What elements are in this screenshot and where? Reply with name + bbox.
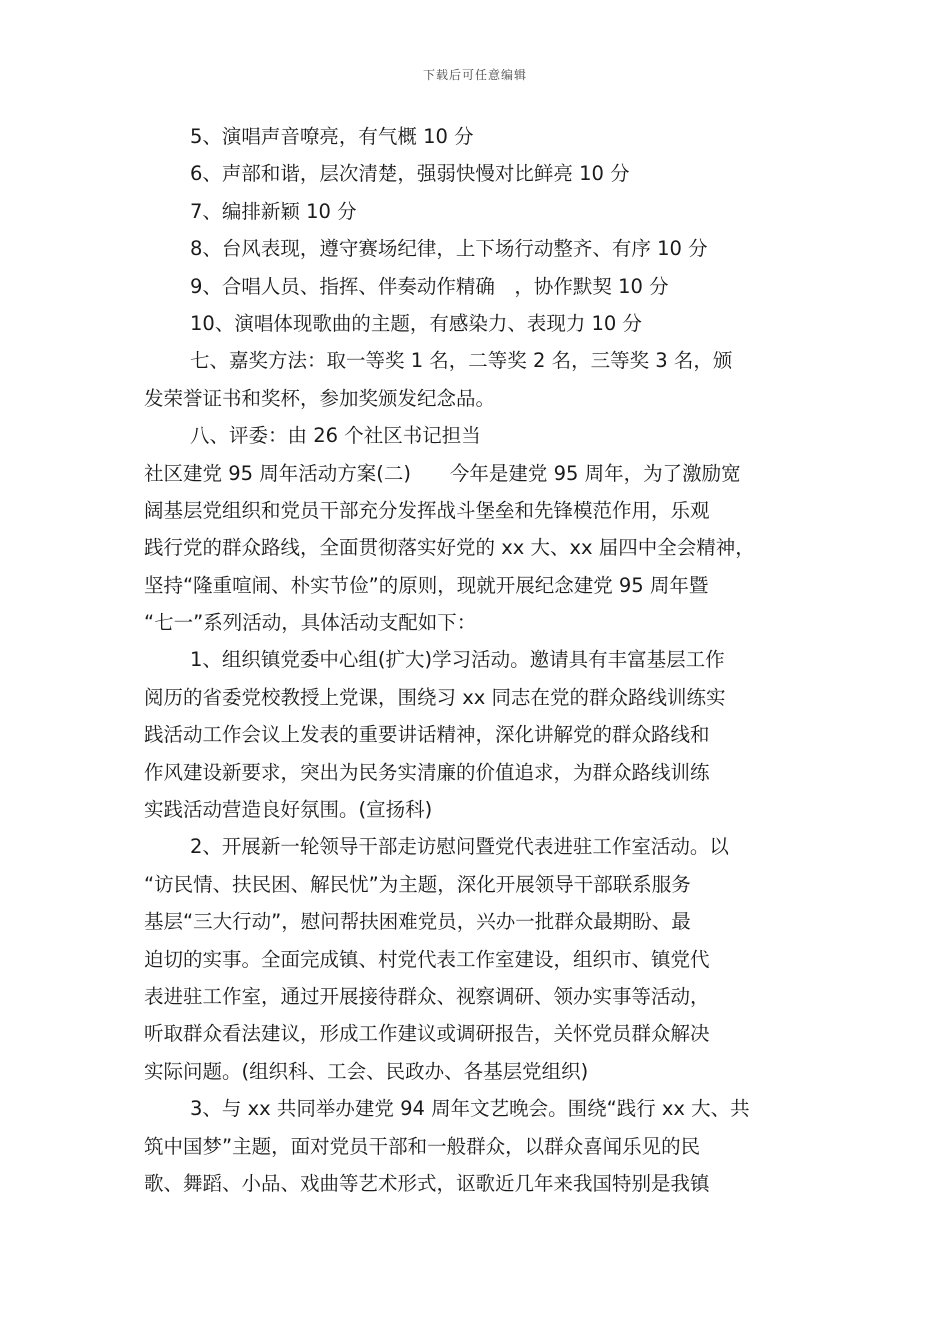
text-line: 发荣誉证书和奖杯，参加奖颁发纪念品。 — [144, 386, 496, 410]
text-line: “七一”系列活动，具体活动支配如下： — [144, 611, 477, 635]
text-line: “访民情、扶民困、解民忧”为主题，深化开展领导干部联系服务 — [144, 872, 691, 896]
text-line: 2、开展新一轮领导干部走访慰问暨党代表进驻工作室活动。以 — [190, 835, 729, 859]
text-line: 歌、舞蹈、小品、戏曲等艺术形式，讴歌近几年来我国特别是我镇 — [144, 1171, 710, 1195]
text-line: 阔基层党组织和党员干部充分发挥战斗堡垒和先锋模范作用，乐观 — [144, 498, 710, 522]
text-line: 7、编排新颖 10 分 — [190, 199, 357, 223]
text-line: 实际问题。(组织科、工会、民政办、各基层党组织) — [144, 1059, 589, 1083]
text-line: 表进驻工作室，通过开展接待群众、视察调研、领办实事等活动， — [144, 984, 710, 1008]
text-line: 10、演唱体现歌曲的主题，有感染力、表现力 10 分 — [190, 311, 643, 335]
text-line: 践行党的群众路线，全面贯彻落实好党的 xx 大、xx 届四中全会精神， — [144, 536, 755, 560]
text-line: 实践活动营造良好氛围。(宣扬科) — [144, 798, 433, 822]
text-line: 七、嘉奖方法：取一等奖 1 名，二等奖 2 名，三等奖 3 名，颁 — [190, 349, 733, 373]
text-line: 9、合唱人员、指挥、伴奏动作精确 ，协作默契 10 分 — [190, 274, 669, 298]
text-line: 迫切的实事。全面完成镇、村党代表工作室建设，组织市、镇党代 — [144, 947, 710, 971]
text-line: 8、台风表现，遵守赛场纪律，上下场行动整齐、有序 10 分 — [190, 237, 708, 261]
text-line: 坚持“隆重喧闹、朴实节俭”的原则，现就开展纪念建党 95 周年暨 — [144, 573, 709, 597]
document-body — [144, 118, 824, 1202]
text-line: 3、与 xx 共同举办建党 94 周年文艺晚会。围绕“践行 xx 大、共 — [190, 1097, 750, 1121]
text-line: 基层“三大行动”，慰问帮扶困难党员，兴办一批群众最期盼、最 — [144, 910, 691, 934]
text-line: 听取群众看法建议，形成工作建议或调研报告，关怀党员群众解决 — [144, 1022, 710, 1046]
text-line: 阅历的省委党校教授上党课，围绕习 xx 同志在党的群众路线训练实 — [144, 685, 726, 709]
page-header: 下载后可任意编辑 — [422, 68, 527, 82]
text-line: 5、演唱声音嘹亮，有气概 10 分 — [190, 125, 474, 148]
text-line: 1、组织镇党委中心组(扩大)学习活动。邀请具有丰富基层工作 — [190, 648, 725, 672]
text-line: 筑中国梦”主题，面对党员干部和一般群众，以群众喜闻乐见的民 — [144, 1134, 701, 1158]
text-line: 社区建党 95 周年活动方案(二) 今年是建党 95 周年，为了激励宽 — [144, 461, 741, 485]
text-line: 践活动工作会议上发表的重要讲话精神，深化讲解党的群众路线和 — [144, 723, 710, 747]
text-line: 八、评委：由 26 个社区书记担当 — [190, 424, 481, 448]
text-line: 作风建设新要求，突出为民务实清廉的价值追求，为群众路线训练 — [144, 760, 710, 784]
text-line: 6、声部和谐，层次清楚，强弱快慢对比鲜亮 10 分 — [190, 162, 630, 186]
